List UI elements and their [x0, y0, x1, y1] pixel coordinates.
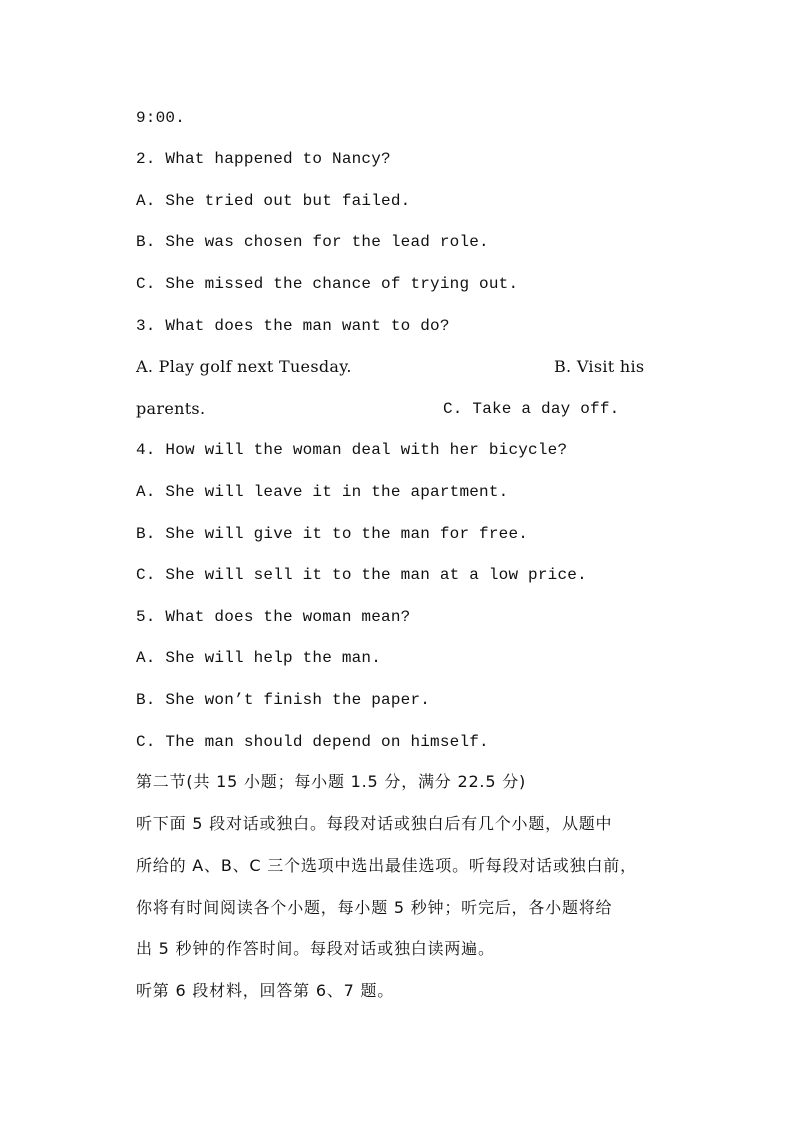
question-4: 4. How will the woman deal with her bicycle? — [136, 441, 568, 459]
section-heading: 第二节(共 15 小题；每小题 1.5 分，满分 22.5 分) — [136, 772, 527, 791]
question-5: 5. What does the woman mean? — [136, 608, 411, 626]
instruction-line-2: 所给的 A、B、C 三个选项中选出最佳选项。听每段对话或独白前， — [136, 856, 637, 875]
question-2: 2. What happened to Nancy? — [136, 150, 391, 168]
option-5b: B. She won’t finish the paper. — [136, 691, 431, 709]
option-3b: B. Visit his — [554, 357, 645, 376]
option-2c: C. She missed the chance of trying out. — [136, 275, 519, 293]
option-4b: B. She will give it to the man for free. — [136, 525, 529, 543]
option-4a: A. She will leave it in the apartment. — [136, 483, 509, 501]
option-3a: A. Play golf next Tuesday. — [136, 357, 352, 376]
option-4c: C. She will sell it to the man at a low price. — [136, 566, 587, 584]
material-6-heading: 听第 6 段材料，回答第 6、7 题。 — [136, 981, 395, 1000]
option-2b: B. She was chosen for the lead role. — [136, 233, 489, 251]
option-3b-continued: parents. — [136, 399, 206, 418]
text-line: 9:00. — [136, 109, 186, 127]
instruction-line-3: 你将有时间阅读各个小题，每小题 5 秒钟；听完后，各小题将给 — [136, 898, 613, 917]
option-5a: A. She will help the man. — [136, 649, 382, 667]
option-2a: A. She tried out but failed. — [136, 192, 411, 210]
instruction-line-1: 听下面 5 段对话或独白。每段对话或独白后有几个小题，从题中 — [136, 814, 613, 833]
option-5c: C. The man should depend on himself. — [136, 733, 489, 751]
option-3c: C. Take a day off. — [443, 400, 620, 418]
question-3: 3. What does the man want to do? — [136, 317, 450, 335]
instruction-line-4: 出 5 秒钟的作答时间。每段对话或独白读两遍。 — [136, 939, 495, 958]
